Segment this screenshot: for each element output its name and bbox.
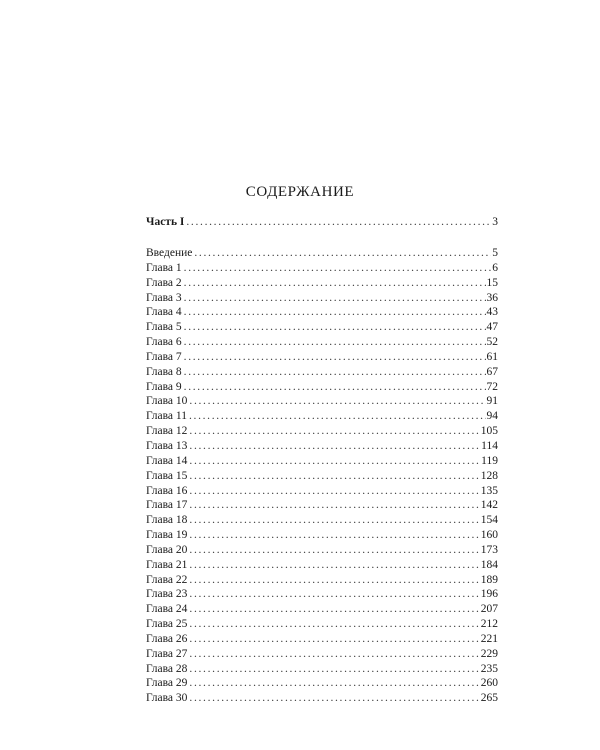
toc-entry-row [146,439,498,454]
toc-entry-label: Глава 3 [146,291,182,304]
toc-entry-label: Глава 18 [146,514,188,527]
toc-entry-page: 36 [486,291,498,304]
toc-entry-page: 229 [480,647,498,660]
toc-entry-page: 184 [480,558,498,571]
toc-leader-dots [189,647,479,662]
toc-entry-row [146,587,498,602]
toc-entry-label: Введение [146,247,193,259]
toc-entry-label: Глава 16 [146,484,188,497]
toc-entry-page: 5 [492,247,498,259]
toc-entry-label: Глава 8 [146,365,182,378]
toc-part-page: 3 [492,216,498,228]
toc-entry-label: Глава 30 [146,692,188,705]
toc-entry-page: 105 [480,425,498,438]
toc-leader-dots [184,305,486,320]
toc-leader-dots [189,543,479,558]
toc-entry-page: 142 [480,499,498,512]
toc-leader-dots [184,320,486,335]
toc-entry-page: 207 [480,603,498,616]
toc-entry-label: Глава 6 [146,336,182,349]
toc-entry-row [146,276,498,291]
toc-entry-row [146,409,498,424]
toc-entry-label: Глава 4 [146,306,182,319]
toc-leader-dots [189,632,479,647]
toc-entry-page: 72 [486,380,498,393]
toc-leader-dots [189,602,479,617]
toc-entry-row [146,350,498,365]
toc-spacer [146,230,498,246]
toc-entry-page: 260 [480,677,498,690]
toc-entry-row [146,691,498,706]
toc-entry-row [146,602,498,617]
toc-leader-dots [186,214,491,230]
toc-entry-row [146,261,498,276]
toc-entry-label: Глава 13 [146,439,188,452]
toc-entry-page: 15 [486,276,498,289]
toc-entry-row [146,543,498,558]
toc-entry-label: Глава 15 [146,469,188,482]
toc-entry-label: Глава 5 [146,321,182,334]
toc-leader-dots [189,469,479,484]
toc-entry-label: Глава 17 [146,499,188,512]
toc-leader-dots [184,365,486,380]
toc-entry-row [146,365,498,380]
toc-part-row [146,214,498,230]
toc-entry-row [146,558,498,573]
toc-entry-page: 265 [480,692,498,705]
toc-entry-label: Глава 10 [146,395,188,408]
toc-leader-dots [189,439,480,454]
toc-entry-row [146,617,498,632]
toc-leader-dots [184,380,486,395]
toc-leader-dots [184,335,486,350]
toc-entry-label: Глава 19 [146,529,188,542]
toc-entry-page: 67 [486,365,498,378]
toc-entry-label: Глава 28 [146,662,188,675]
toc-entry-row [146,573,498,588]
toc-entry-label: Глава 21 [146,558,188,571]
toc-entry-label: Глава 1 [146,261,182,274]
toc-leader-dots [189,409,486,424]
toc-leader-dots [184,350,486,365]
toc-entry-label: Глава 29 [146,677,188,690]
toc-entry-row [146,513,498,528]
toc-leader-dots [189,617,479,632]
toc-leader-dots [184,291,486,306]
toc-entry-page: 221 [480,632,498,645]
toc-entry-page: 212 [480,618,498,631]
toc-entry-page: 128 [480,469,498,482]
toc-entry-row [146,320,498,335]
toc-leader-dots [189,676,479,691]
toc-leader-dots [189,662,479,677]
toc-entry-label: Глава 2 [146,276,182,289]
toc-entry-page: 189 [480,573,498,586]
toc-entry-label: Глава 25 [146,618,188,631]
toc-entry-label: Глава 24 [146,603,188,616]
toc-entry-label: Глава 26 [146,632,188,645]
toc-entry-page: 43 [486,306,498,319]
toc-entry-row [146,335,498,350]
toc-entry-page: 173 [480,543,498,556]
toc-entry-row [146,632,498,647]
toc-entry-label: Глава 23 [146,588,188,601]
toc-entry-row [146,394,498,409]
toc-leader-dots [189,454,480,469]
toc-entry-label: Глава 7 [146,350,182,363]
toc-entry-page: 91 [486,395,498,408]
toc-entry-page: 47 [486,321,498,334]
toc-entry-row [146,528,498,543]
toc-entry-label: Глава 22 [146,573,188,586]
toc-entry-page: 235 [480,662,498,675]
toc-leader-dots [189,513,479,528]
toc-entry-row [146,469,498,484]
toc-entry-page: 135 [480,484,498,497]
toc-leader-dots [189,394,485,409]
toc-leader-dots [189,691,479,706]
toc-part-label: Часть I [146,216,185,228]
toc-entry-page: 114 [481,439,498,452]
toc-entry-label: Глава 27 [146,647,188,660]
toc-entry-row [146,246,498,261]
toc-title: СОДЕРЖАНИЕ [245,184,355,200]
toc-leader-dots [184,276,486,291]
toc-entry-page: 154 [480,514,498,527]
toc-entry-label: Глава 12 [146,425,188,438]
toc-leader-dots [194,246,491,261]
toc-leader-dots [189,558,479,573]
toc-entry-row [146,454,498,469]
toc-entry-label: Глава 9 [146,380,182,393]
toc-leader-dots [189,528,479,543]
toc-leader-dots [189,498,479,513]
toc-entry-page: 52 [486,336,498,349]
toc-entry-row [146,676,498,691]
toc-entries-list [146,246,498,706]
toc-entry-page: 61 [486,350,498,363]
toc-entry-page: 94 [486,410,498,423]
toc-entry-page: 6 [492,261,498,274]
toc-entry-page: 196 [480,588,498,601]
toc-entry-page: 119 [481,454,498,467]
toc-entry-row [146,305,498,320]
toc-leader-dots [189,484,479,499]
toc-entry-page: 160 [480,529,498,542]
toc-entry-row [146,424,498,439]
toc-entry-label: Глава 14 [146,454,188,467]
toc-entry-row [146,484,498,499]
toc-entry-label: Глава 11 [146,410,187,423]
toc-entry-row [146,498,498,513]
toc-leader-dots [189,587,479,602]
toc-leader-dots [189,424,479,439]
toc-entry-row [146,380,498,395]
toc-leader-dots [189,573,479,588]
toc-entry-row [146,647,498,662]
toc-leader-dots [184,261,492,276]
toc-entry-label: Глава 20 [146,543,188,556]
table-of-contents [146,214,498,706]
toc-entry-row [146,662,498,677]
toc-entry-row [146,291,498,306]
